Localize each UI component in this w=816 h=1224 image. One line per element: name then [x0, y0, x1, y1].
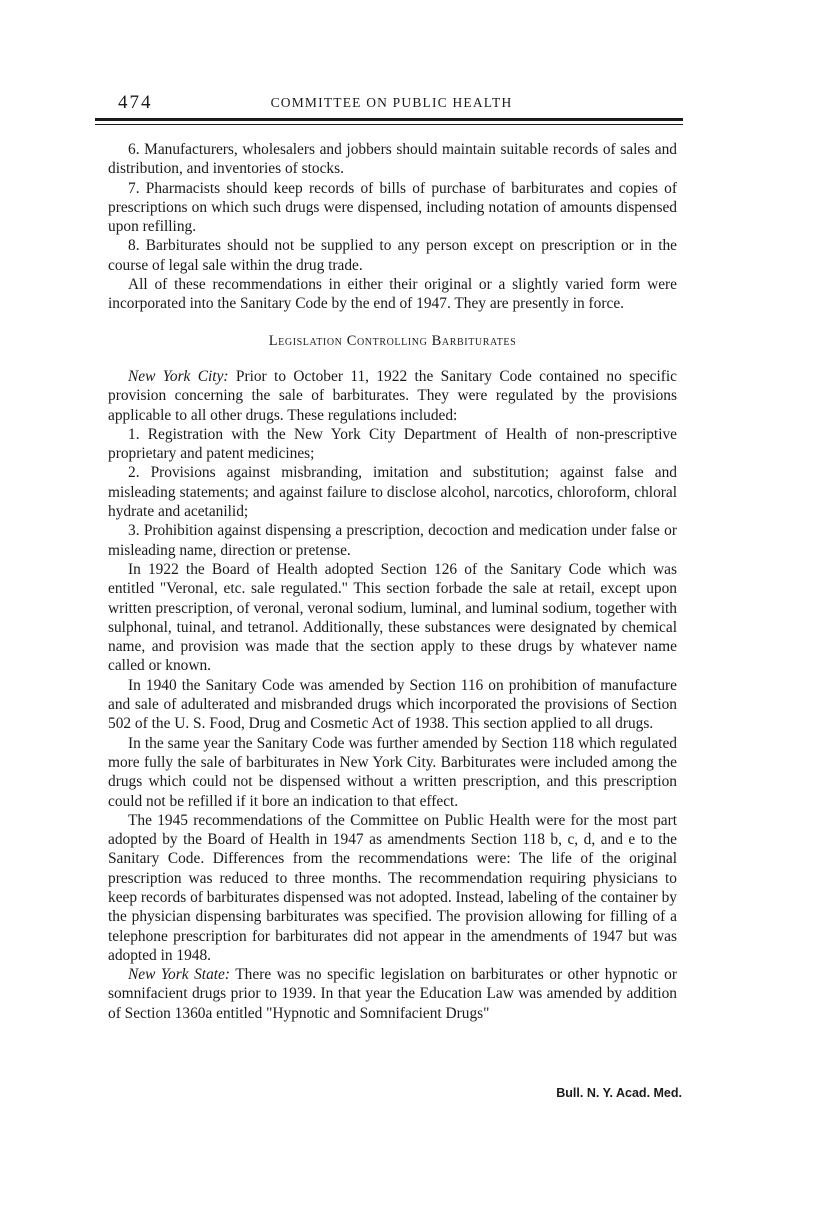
nyc-text: Prior to October 11, 1922 the Sanitary Code contained no specific provision concerning the sale of barbiturates. They were regulated by the provisions applicable to all other drugs. These regulations included: [108, 367, 677, 424]
journal-footer: Bull. N. Y. Acad. Med. [556, 1086, 682, 1100]
paragraph-regulation-3: 3. Prohibition against dispensing a prescription, decoction and medication under false or misleading name, direction or pretense. [108, 522, 677, 559]
paragraph-regulation-1: 1. Registration with the New York City Department of Health of non-prescriptive proprietary and patent medicines; [108, 425, 677, 463]
header-rule-thick [95, 118, 683, 121]
paragraph-new-york-city [108, 367, 677, 425]
running-head: COMMITTEE ON PUBLIC HEALTH [270, 95, 513, 110]
nys-text: There was no specific legislation on barbiturates or other hypnotic or somnifacient drugs prior to 1939. In that year the Education Law was amended by addition of Section 1360a entitled "Hypnotic and Somnifacient Drugs" [108, 966, 677, 1022]
paragraph-1945-recommendations: The 1945 recommendations of the Committee on Public Health were for the most part adopted by the Board of Health in 1947 as amendments Section 118 b, c, d, and e to the Sanitary Code. Differences from the recommendations were: The life of the original prescription was reduced to three months. The recommendation requiring physicians to keep records of barbiturates dispensed was not adopted. Instead, labeling of the container by the physician dispensing barbiturates was specified. The provision allowing for filling of a telephone prescription for barbiturates did not appear in the amendments of 1947 but was adopted in 1948. [108, 811, 677, 964]
page-header [100, 92, 683, 114]
page-number: 474 [118, 92, 153, 113]
paragraph-same-year: In the same year the Sanitary Code was further amended by Section 118 which regulated more fully the sale of barbiturates in New York City. Barbiturates were included among the drugs which could not be dispensed without a written prescription, and this prescription could not be refilled if it bore an indication to that effect. [108, 734, 677, 810]
nys-lead: New York State: [128, 966, 230, 984]
paragraph-item-6: 6. Manufacturers, wholesalers and jobbers should maintain suitable records of sales and distribution, and inventories of stocks. [108, 141, 677, 178]
nyc-lead: New York City: [128, 367, 229, 385]
header-rule-thin [95, 124, 683, 125]
paragraph-new-york-state [108, 965, 677, 1023]
paragraph-regulation-2: 2. Provisions against misbranding, imitation and substitution; against false and misleading statements; and against failure to disclose alcohol, narcotics, chloroform, chloral hydrate and acetanilid; [108, 464, 677, 521]
paragraph-item-7: 7. Pharmacists should keep records of bills of purchase of barbiturates and copies of prescriptions on which such drugs were dispensed, including notation of amounts dispensed upon refilling. [108, 179, 677, 236]
paragraph-1940: In 1940 the Sanitary Code was amended by Section 116 on prohibition of manufacture and sale of adulterated and misbranded drugs which incorporated the provisions of Section 502 of the U. S. Food, Drug and Cosmetic Act of 1938. This section applied to all drugs. [108, 676, 677, 733]
paragraph-item-8: 8. Barbiturates should not be supplied to any person except on prescription or in the course of legal sale within the drug trade. [108, 237, 677, 274]
paragraph-1922: In 1922 the Board of Health adopted Section 126 of the Sanitary Code which was entitled "Veronal, etc. sale regulated." This section forbade the sale at retail, except upon written prescription, of veronal, veronal sodium, luminal, and luminal sodium, together with sulphonal, tuinal, and tetranol. Additionally, these substances were designated by chemical name, and provision was made that the section apply to these drugs by whatever name called or known. [108, 560, 677, 675]
paragraph-recommendations-summary: All of these recommendations in either their original or a slightly varied form were incorporated into the Sanitary Code by the end of 1947. They are presently in force. [108, 276, 677, 313]
body-text [108, 140, 677, 1023]
section-heading: Legislation Controlling Barbiturates [268, 332, 517, 349]
